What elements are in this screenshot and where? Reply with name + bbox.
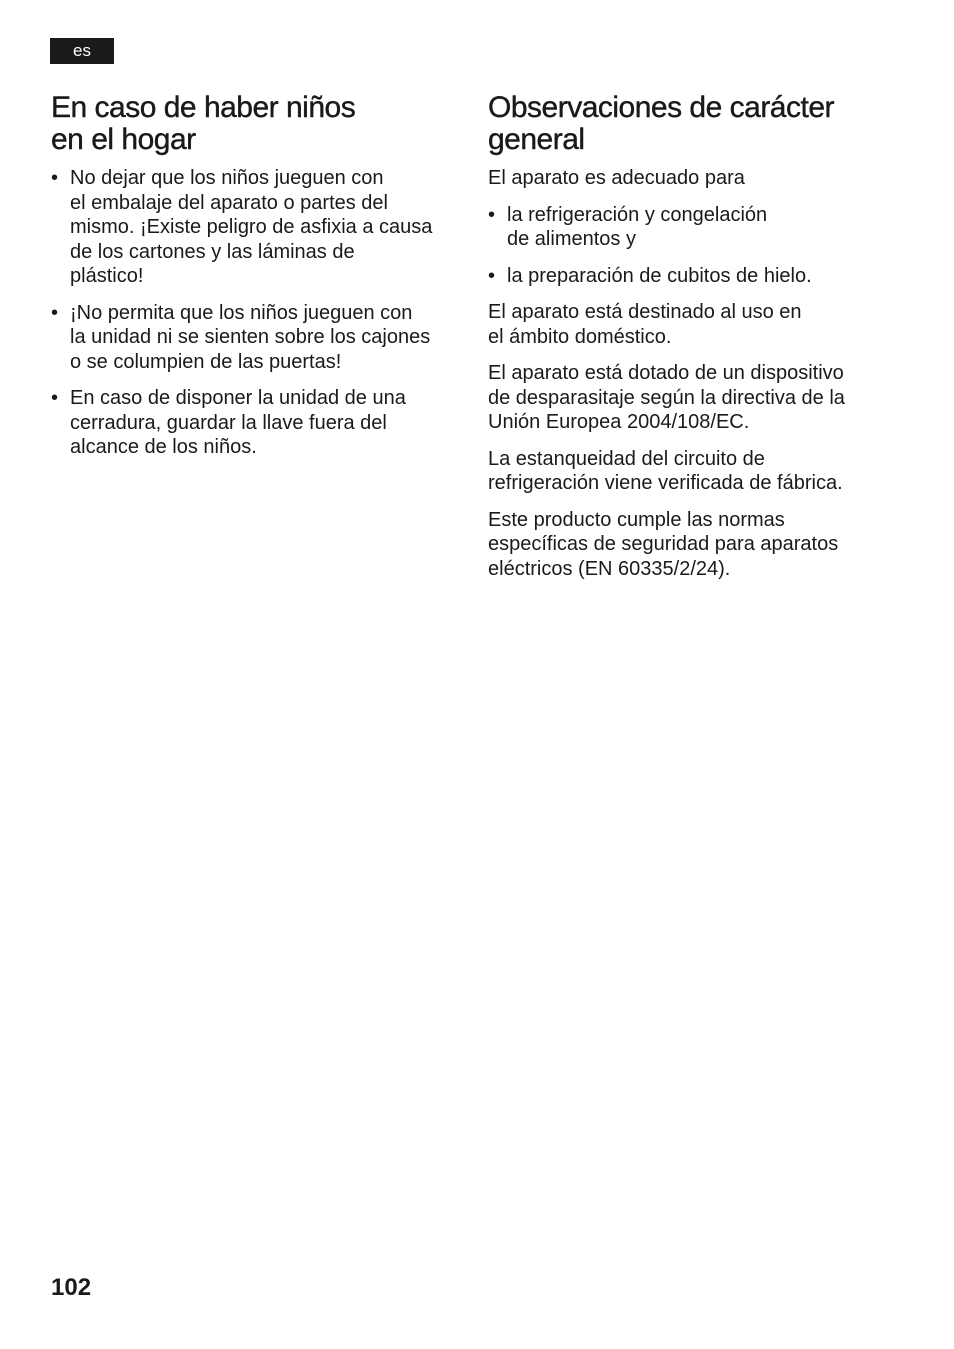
text-line: mismo. ¡Existe peligro de asfixia a causa [70, 216, 433, 238]
text-line: El aparato está destinado al uso en [488, 301, 802, 323]
text-line: la preparación de cubitos de hielo. [507, 264, 812, 287]
bullet-icon: • [488, 264, 496, 287]
title-line: en el hogar [51, 123, 196, 156]
text-line: o se columpien de las puertas! [70, 350, 342, 373]
text-line: En caso de disponer la unidad de una [70, 387, 406, 409]
paragraph-domestic-use [488, 300, 908, 349]
text-line: ¡No permita que los niños jueguen con [70, 301, 413, 324]
paragraph-safety-standards [488, 508, 908, 582]
text-line: específicas de seguridad para aparatos [488, 533, 839, 555]
title-line: Observaciones de carácter [488, 91, 835, 124]
list-item [51, 386, 471, 460]
text-line: Este producto cumple las normas [488, 508, 785, 531]
text-line: de los cartones y las láminas de [70, 240, 355, 263]
page-number: 102 [51, 1274, 92, 1301]
text-line: Unión Europea 2004/108/EC. [488, 411, 750, 433]
list-item [488, 264, 908, 289]
list-item [51, 301, 471, 375]
title-line: En caso de haber niños [51, 91, 356, 124]
bullet-icon: • [488, 203, 496, 226]
text-line: cerradura, guardar la llave fuera del [70, 411, 387, 434]
text-line: de desparasitaje según la directiva de la [488, 386, 845, 409]
list-item [488, 203, 908, 252]
text-line: El aparato está dotado de un dispositivo [488, 362, 844, 384]
text-line: el ámbito doméstico. [488, 325, 672, 348]
list-item [51, 166, 471, 289]
text-line: alcance de los niños. [70, 436, 257, 458]
paragraph-refrigerant-circuit [488, 447, 908, 496]
section-title-children [51, 92, 471, 156]
bullet-icon: • [51, 167, 59, 189]
text-line: refrigeración viene verificada de fábrica. [488, 472, 843, 494]
section-general-notes [488, 92, 908, 593]
title-line: general [488, 123, 585, 156]
text-line: La estanqueidad del circuito de [488, 447, 765, 470]
text-line: de alimentos y [507, 228, 636, 250]
paragraph-interference-suppression [488, 361, 908, 435]
section-children-safety [51, 92, 471, 472]
section-title-general [488, 92, 908, 156]
text-line: la refrigeración y congelación [507, 203, 768, 226]
text-line: eléctricos (EN 60335/2/24). [488, 557, 731, 580]
suitability-list [488, 203, 908, 289]
text-line: la unidad ni se sienten sobre los cajones [70, 326, 431, 348]
intro-paragraph [488, 166, 908, 191]
text-line: El aparato es adecuado para [488, 167, 745, 189]
text-line: No dejar que los niños jueguen con [70, 167, 384, 189]
children-safety-list [51, 166, 471, 460]
text-line: el embalaje del aparato o partes del [70, 191, 388, 214]
text-line: plástico! [70, 265, 144, 287]
bullet-icon: • [51, 301, 59, 324]
bullet-icon: • [51, 387, 59, 409]
language-badge: es [50, 38, 114, 64]
